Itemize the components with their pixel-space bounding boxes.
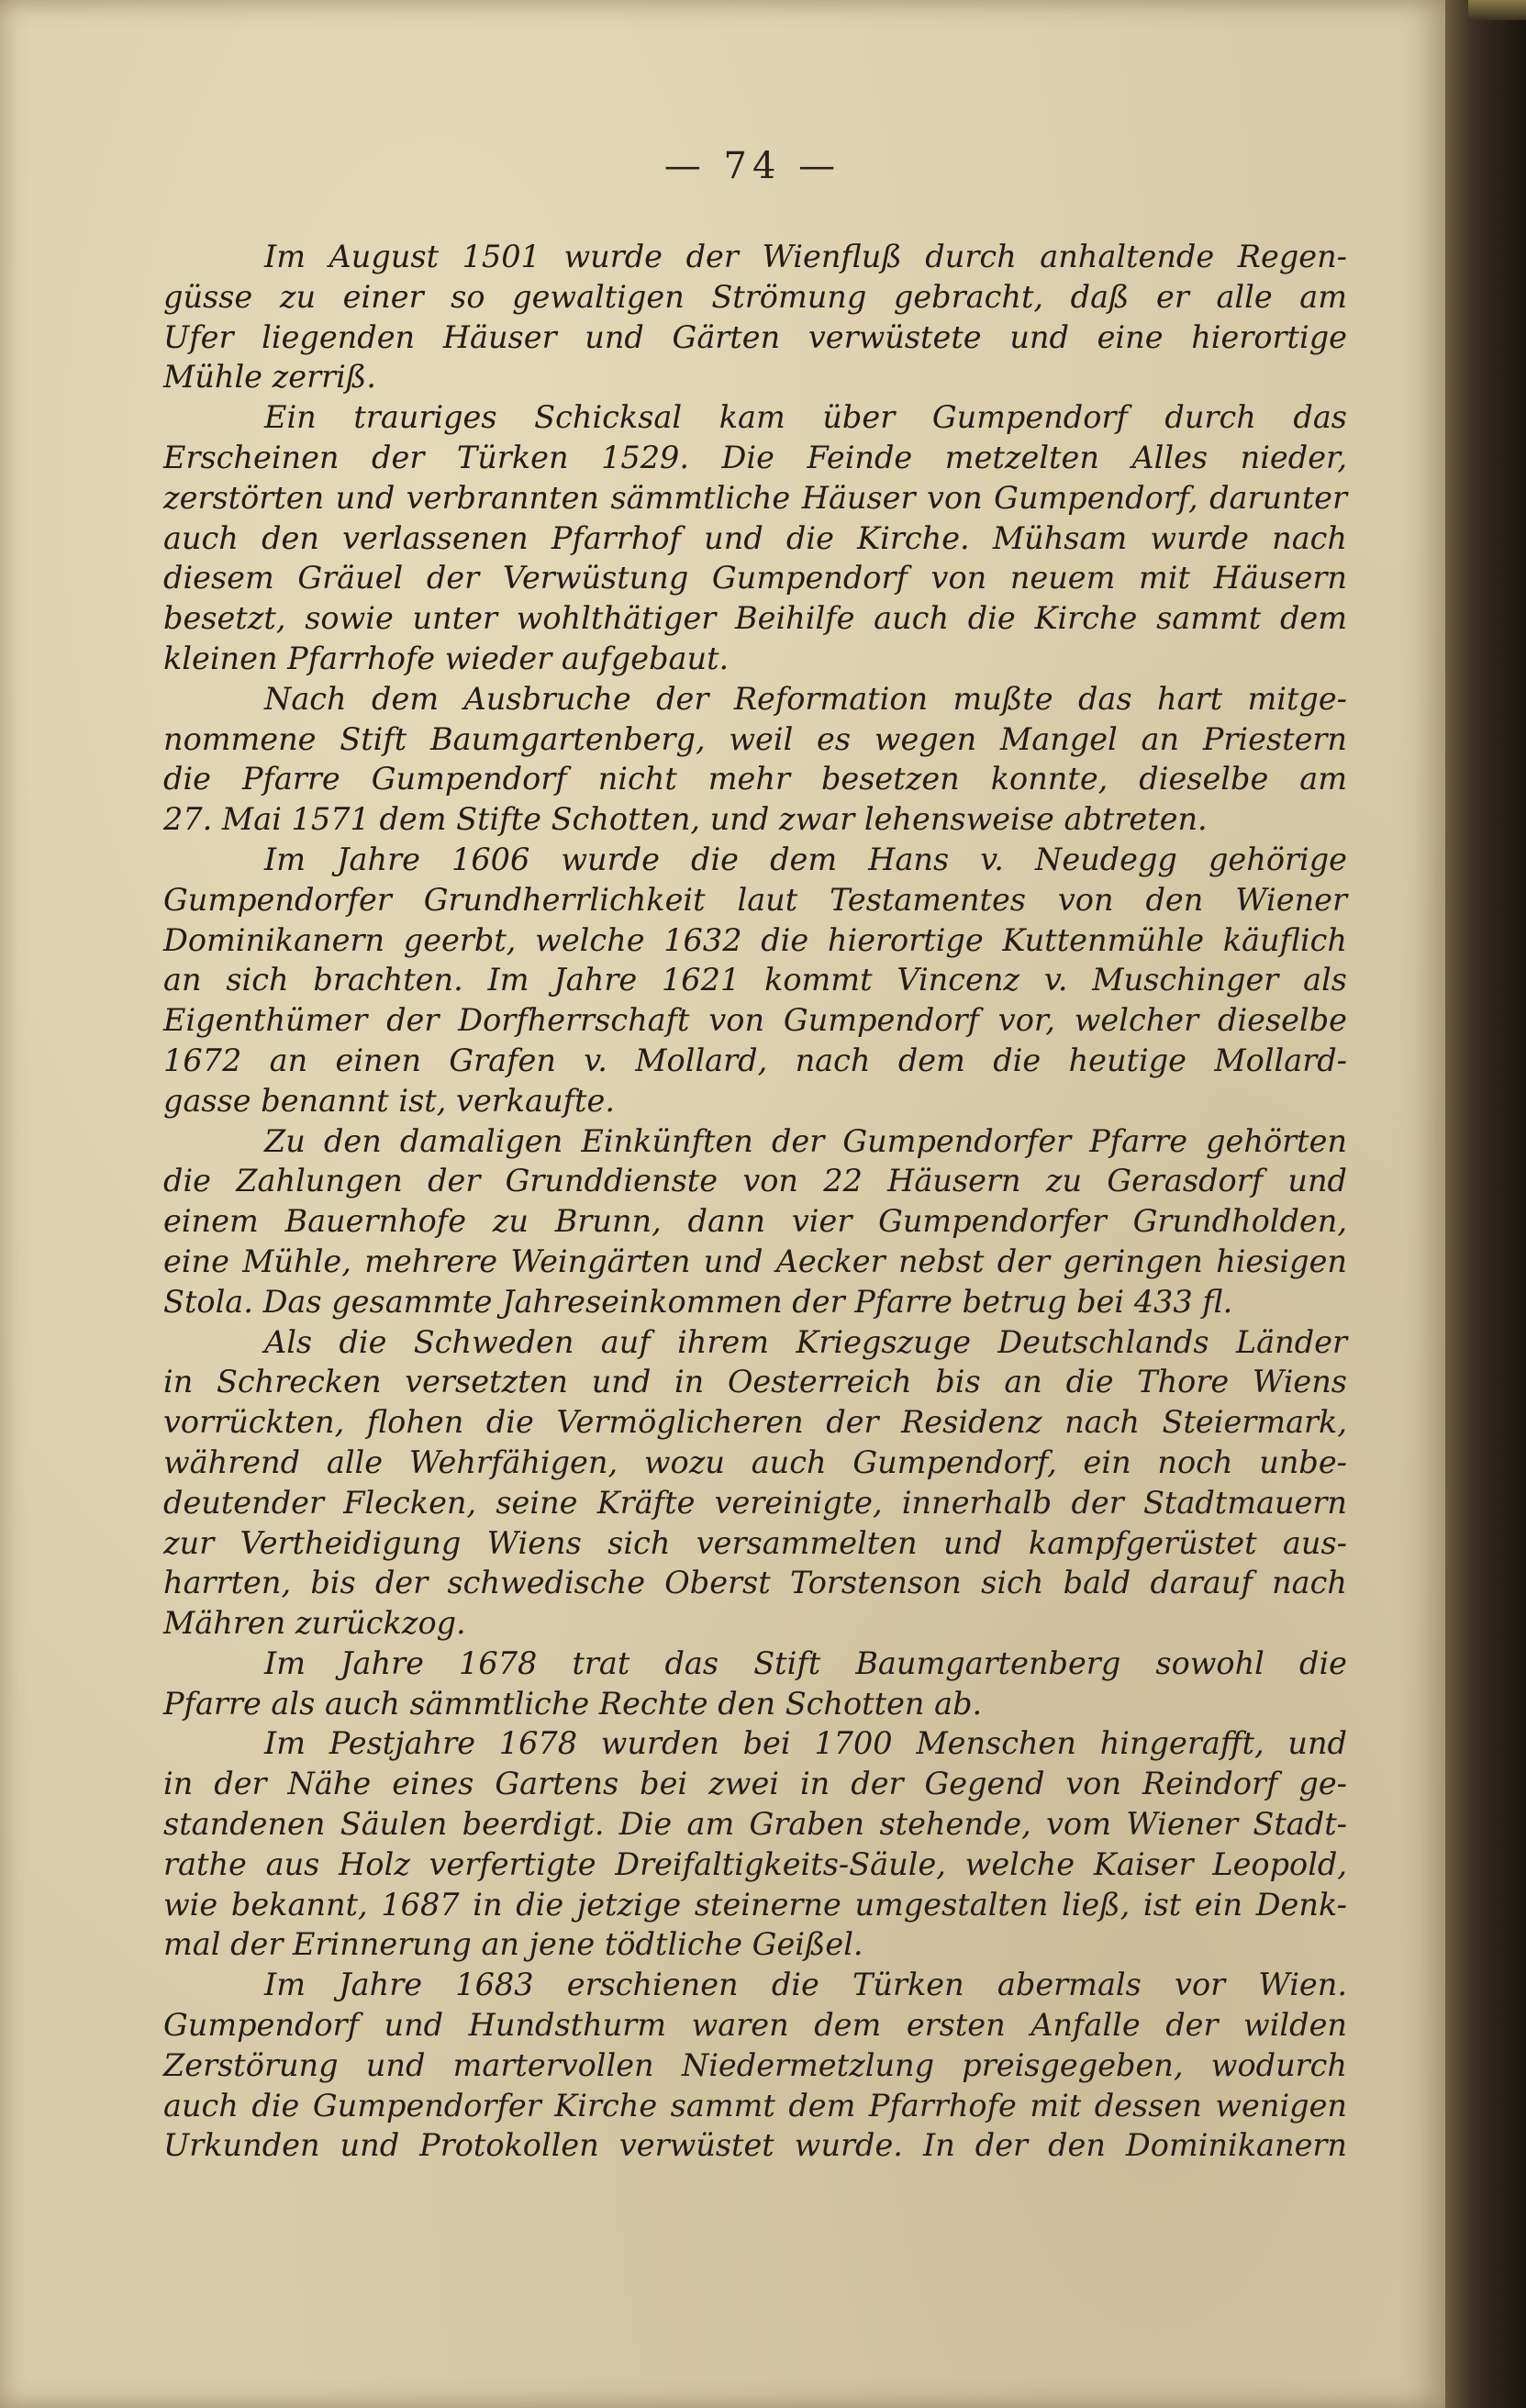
text-line: gasse benannt ist, verkaufte. <box>163 1082 615 1119</box>
text-line: Im Jahre 1678 trat das Stift Baumgartenberg sowohl die <box>264 1644 1347 1681</box>
text-line: güsse zu einer so gewaltigen Strömung gebracht, daß er alle am <box>163 278 1347 315</box>
text-line: zerstörten und verbrannten sämmtliche Häuser von Gumpendorf, darunter <box>163 479 1347 516</box>
text-line: eine Mühle, mehrere Weingärten und Aecker nebst der geringen hiesigen <box>163 1243 1347 1279</box>
text-line: rathe aus Holz verfertigte Dreifaltigkeits-Säule, welche Kaiser Leopold, <box>163 1845 1347 1882</box>
text-line: harrten, bis der schwedische Oberst Torstenson sich bald darauf nach <box>163 1565 1347 1601</box>
text-line: 27. Mai 1571 dem Stifte Schotten, und zwar lehensweise abtreten. <box>163 801 1208 838</box>
text-line: Gumpendorfer Grundherrlichkeit laut Testamentes von den Wiener <box>163 881 1347 918</box>
text-line: an sich brachten. Im Jahre 1621 kommt Vincenz v. Muschinger als <box>163 962 1347 998</box>
text-line: Pfarre als auch sämmtliche Rechte den Schotten ab. <box>163 1685 983 1722</box>
text-line: während alle Wehrfähigen, wozu auch Gumpendorf, ein noch unbe- <box>163 1444 1347 1480</box>
text-line: diesem Gräuel der Verwüstung Gumpendorf von neuem mit Häusern <box>163 560 1347 596</box>
page-number: — 74 — <box>663 145 841 187</box>
text-line: in der Nähe eines Gartens bei zwei in der Gegend von Reindorf ge- <box>163 1766 1347 1802</box>
text-line: Zu den damaligen Einkünften der Gumpendorfer Pfarre gehörten <box>264 1122 1347 1159</box>
text-line: besetzt, sowie unter wohlthätiger Beihilfe auch die Kirche sammt dem <box>163 600 1347 637</box>
text-line: Eigenthümer der Dorfherrschaft von Gumpendorf vor, welcher dieselbe <box>163 1002 1347 1039</box>
text-line: Dominikanern geerbt, welche 1632 die hierortige Kuttenmühle käuflich <box>163 921 1347 958</box>
text-line: Ufer liegenden Häuser und Gärten verwüstete und eine hierortige <box>163 318 1347 355</box>
text-line: in Schrecken versetzten und in Oesterreich bis an die Thore Wiens <box>163 1364 1347 1400</box>
text-line: Erscheinen der Türken 1529. Die Feinde metzelten Alles nieder, <box>163 439 1347 475</box>
corner-mark <box>1468 0 1526 20</box>
text-line: mal der Erinnerung an jene tödtliche Geißel. <box>163 1926 863 1963</box>
text-line: Urkunden und Protokollen verwüstet wurde. In der den Dominikanern <box>163 2127 1347 2164</box>
text-line: Ein trauriges Schicksal kam über Gumpendorf durch das <box>264 399 1347 436</box>
text-line: Nach dem Ausbruche der Reformation mußte das hart mitge- <box>264 680 1347 717</box>
body-text <box>163 237 1347 2166</box>
text-line: wie bekannt, 1687 in die jetzige steinerne umgestalten ließ, ist ein Denk- <box>163 1886 1347 1923</box>
text-line: Im Jahre 1683 erschienen die Türken abermals vor Wien. <box>264 1967 1347 2003</box>
text-line: auch den verlassenen Pfarrhof und die Kirche. Mühsam wurde nach <box>163 519 1347 556</box>
book-spine-edge <box>1445 0 1526 2408</box>
text-line: vorrückten, flohen die Vermöglicheren der Residenz nach Steiermark, <box>163 1404 1347 1441</box>
text-line: Gumpendorf und Hundsthurm waren dem ersten Anfalle der wilden <box>163 2007 1347 2044</box>
text-line: kleinen Pfarrhofe wieder aufgebaut. <box>163 640 730 676</box>
text-line: nommene Stift Baumgartenberg, weil es wegen Mangel an Priestern <box>163 720 1347 757</box>
text-line: Im Jahre 1606 wurde die dem Hans v. Neudegg gehörige <box>264 841 1347 877</box>
text-line: standenen Säulen beerdigt. Die am Graben stehende, vom Wiener Stadt- <box>163 1806 1347 1843</box>
text-line: die Pfarre Gumpendorf nicht mehr besetzen konnte, dieselbe am <box>163 761 1347 797</box>
text-line: Als die Schweden auf ihrem Kriegszuge Deutschlands Länder <box>264 1323 1347 1360</box>
text-line: Im August 1501 wurde der Wienfluß durch anhaltende Regen- <box>264 239 1347 274</box>
text-line: zur Vertheidigung Wiens sich versammelten und kampfgerüstet aus- <box>163 1524 1347 1561</box>
text-line: auch die Gumpendorfer Kirche sammt dem Pfarrhofe mit dessen wenigen <box>163 2087 1347 2124</box>
text-line: Mähren zurückzog. <box>163 1605 466 1642</box>
text-line: 1672 an einen Grafen v. Mollard, nach dem die heutige Mollard- <box>163 1042 1347 1078</box>
text-line: deutender Flecken, seine Kräfte vereinigte, innerhalb der Stadtmauern <box>163 1484 1347 1521</box>
text-line: Zerstörung und martervollen Niedermetzlung preisgegeben, wodurch <box>163 2046 1347 2083</box>
text-line: die Zahlungen der Grunddienste von 22 Häusern zu Gerasdorf und <box>163 1163 1347 1199</box>
text-line: Im Pestjahre 1678 wurden bei 1700 Menschen hingerafft, und <box>264 1725 1347 1762</box>
text-line: Mühle zerriß. <box>163 359 376 396</box>
text-line: Stola. Das gesammte Jahreseinkommen der Pfarre betrug bei 433 fl. <box>163 1283 1233 1320</box>
text-line: einem Bauernhofe zu Brunn, dann vier Gumpendorfer Grundholden, <box>163 1203 1347 1240</box>
